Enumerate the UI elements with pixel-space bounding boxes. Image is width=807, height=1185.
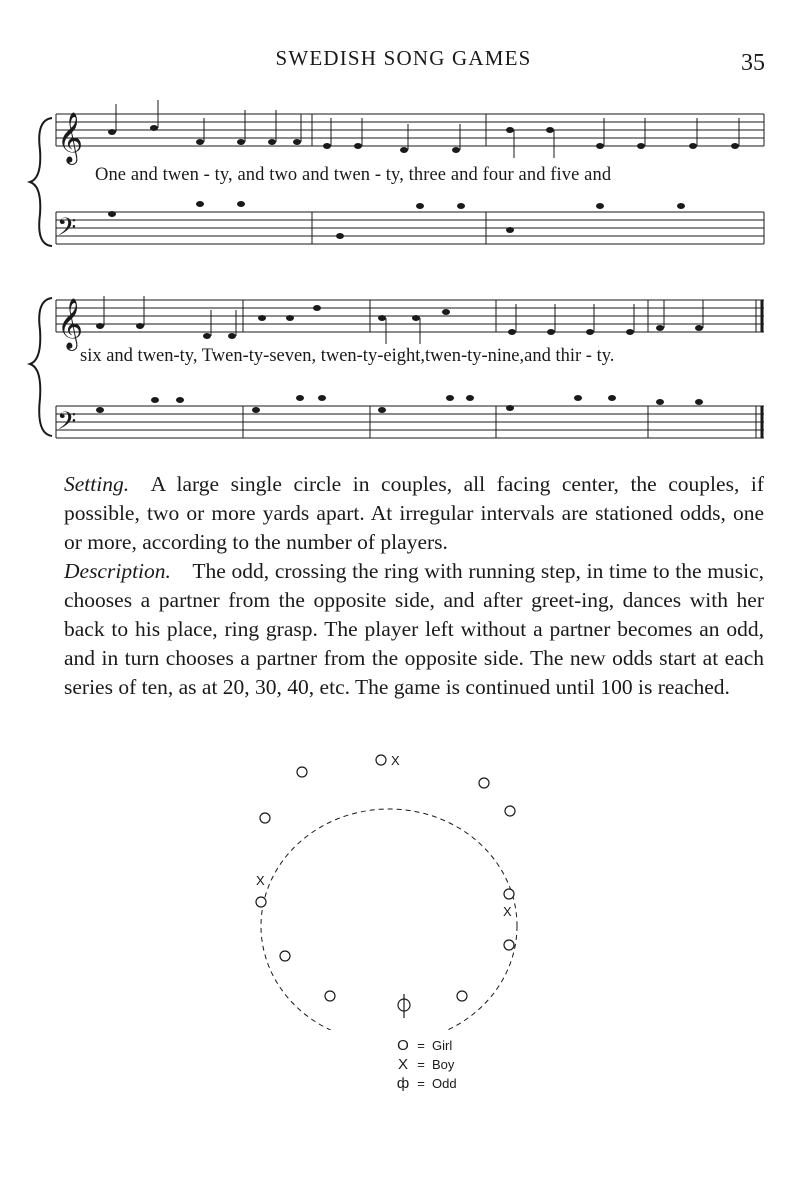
boy-symbol-icon: X (397, 1056, 408, 1073)
girl-symbol-icon: O (397, 1037, 409, 1054)
legend-label-odd: Odd (432, 1076, 457, 1091)
girl-marker (260, 813, 270, 823)
page-number: 35 (741, 50, 765, 76)
system2-bass-staff (56, 406, 764, 438)
system2-lyrics: six and twen-ty, Twen-ty-seven, twen-ty-eight,twen-ty-nine,and thir - ty. (80, 346, 615, 366)
system1-treble-staff (56, 114, 764, 146)
system1-brace (30, 118, 52, 246)
ring-circle (261, 809, 517, 1030)
treble-clef-icon: 𝄞 (57, 298, 84, 349)
girl-marker (376, 755, 386, 765)
girl-marker (325, 991, 335, 1001)
legend-label-girl: Girl (432, 1038, 453, 1053)
girl-marker (479, 778, 489, 788)
girl-marker (505, 806, 515, 816)
music-score (0, 0, 807, 460)
girl-marker (256, 897, 266, 907)
system1-bass-staff (56, 212, 764, 244)
legend (394, 1036, 457, 1093)
legend-equals: = (417, 1038, 425, 1053)
bass-clef-icon: 𝄢 (57, 213, 77, 248)
setting-label: Setting. (64, 472, 130, 496)
legend-label-boy: Boy (432, 1057, 455, 1072)
odd-symbol-icon: ф (396, 1075, 410, 1092)
girl-marker (297, 767, 307, 777)
description-text: The odd, crossing the ring with running step, in time to the music, chooses a partner from the opposite side, and after greet-ing, dances with her back to his place, ring grasp. The player left without a partner becomes an odd, and in turn chooses a partner from the opposite side. The new odds start at each series of ten, as at 20, 30, 40, etc. The game is continued until 100 is reached. (64, 559, 764, 699)
setting-paragraph (64, 470, 764, 557)
girl-marker (504, 889, 514, 899)
legend-equals: = (417, 1057, 425, 1072)
treble-clef-icon: 𝄞 (57, 112, 84, 163)
legend-equals: = (417, 1076, 425, 1091)
system2-brace (30, 298, 52, 436)
girl-marker (504, 940, 514, 950)
legend-row-boy (394, 1055, 457, 1074)
boy-marker: X (503, 904, 512, 919)
running-head: SWEDISH SONG GAMES (275, 46, 532, 70)
boy-marker: X (391, 753, 400, 768)
boy-marker: X (256, 873, 265, 888)
legend-row-odd (394, 1074, 457, 1093)
bass-clef-icon: 𝄢 (57, 407, 77, 442)
formation-diagram (200, 750, 620, 1030)
girl-marker (457, 991, 467, 1001)
setting-text: A large single circle in couples, all facing center, the couples, if possible, two or more yards apart. At irregular intervals are stationed odds, one or more, according to the number of players. (64, 472, 764, 554)
system1-lyrics: One and twen - ty, and two and twen - ty, three and four and five and (95, 165, 612, 185)
description-paragraph (64, 557, 764, 702)
description-label: Description. (64, 559, 171, 583)
legend-row-girl (394, 1036, 457, 1055)
girl-marker (280, 951, 290, 961)
